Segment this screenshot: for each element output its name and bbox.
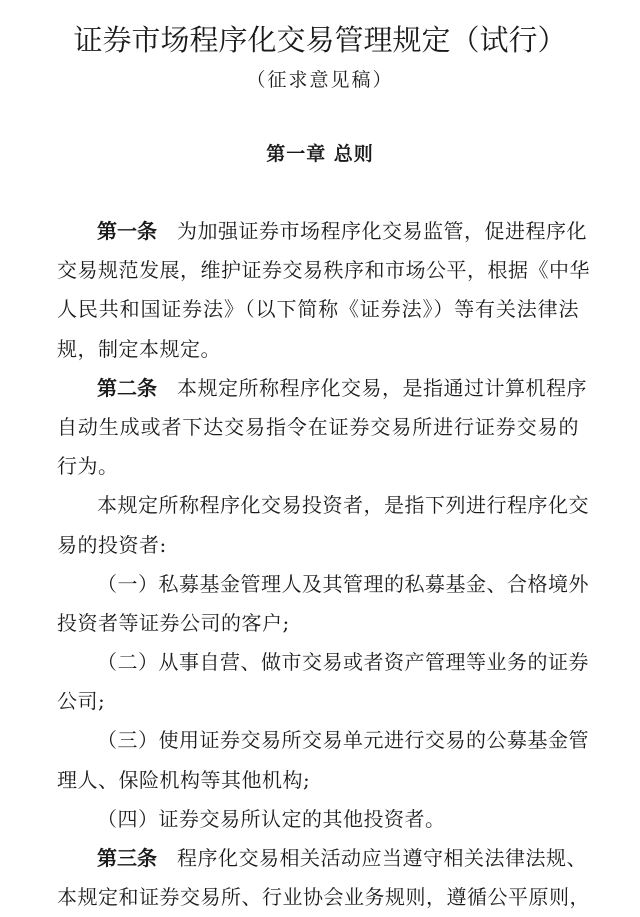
paragraph-line: 人民共和国证券法》（以下简称《证券法》）等有关法律法 [57, 297, 579, 322]
paragraph-line: 交易规范发展，维护证券交易秩序和市场公平，根据《中华 [57, 258, 590, 283]
chapter-heading: 第一章 总则 [266, 143, 374, 165]
article-text: 程序化交易相关活动应当遵守相关法律法规、 [177, 846, 587, 870]
list-item-1: （一）私募基金管理人及其管理的私募基金、合格境外 [97, 571, 589, 596]
paragraph-line: 本规定和证券交易所、行业协会业务规则，遵循公平原则， [57, 885, 590, 910]
article-3-line [57, 839, 587, 878]
document-subtitle: （征求意见稿） [246, 69, 394, 91]
paragraph-line: 行为。 [57, 454, 119, 479]
list-item-4: （四）证券交易所认定的其他投资者。 [97, 806, 446, 831]
article-label: 第三条 [97, 846, 157, 870]
document-body [57, 212, 590, 917]
paragraph-line: 易的投资者: [57, 532, 167, 557]
article-label: 第一条 [97, 219, 157, 243]
article-text: 本规定所称程序化交易，是指通过计算机程序 [177, 375, 587, 400]
paragraph-line: 投资者等证券公司的客户; [57, 610, 290, 635]
paragraph-line: 公司; [57, 689, 106, 714]
document-title: 证券市场程序化交易管理规定（试行） [73, 23, 567, 57]
paragraph-line: 规，制定本规定。 [57, 336, 221, 361]
article-2-line [57, 369, 587, 408]
paragraph-line: 自动生成或者下达交易指令在证券交易所进行证券交易的 [57, 414, 579, 439]
paragraph-line: 本规定所称程序化交易投资者，是指下列进行程序化交 [97, 493, 589, 518]
paragraph-line: 理人、保险机构等其他机构; [57, 767, 311, 792]
article-1-line [57, 212, 587, 251]
article-text: 为加强证券市场程序化交易监管，促进程序化 [177, 219, 587, 243]
article-label: 第二条 [97, 375, 157, 400]
list-item-2: （二）从事自营、做市交易或者资产管理等业务的证券 [97, 650, 589, 675]
list-item-3: （三）使用证券交易所交易单元进行交易的公募基金管 [97, 728, 589, 753]
